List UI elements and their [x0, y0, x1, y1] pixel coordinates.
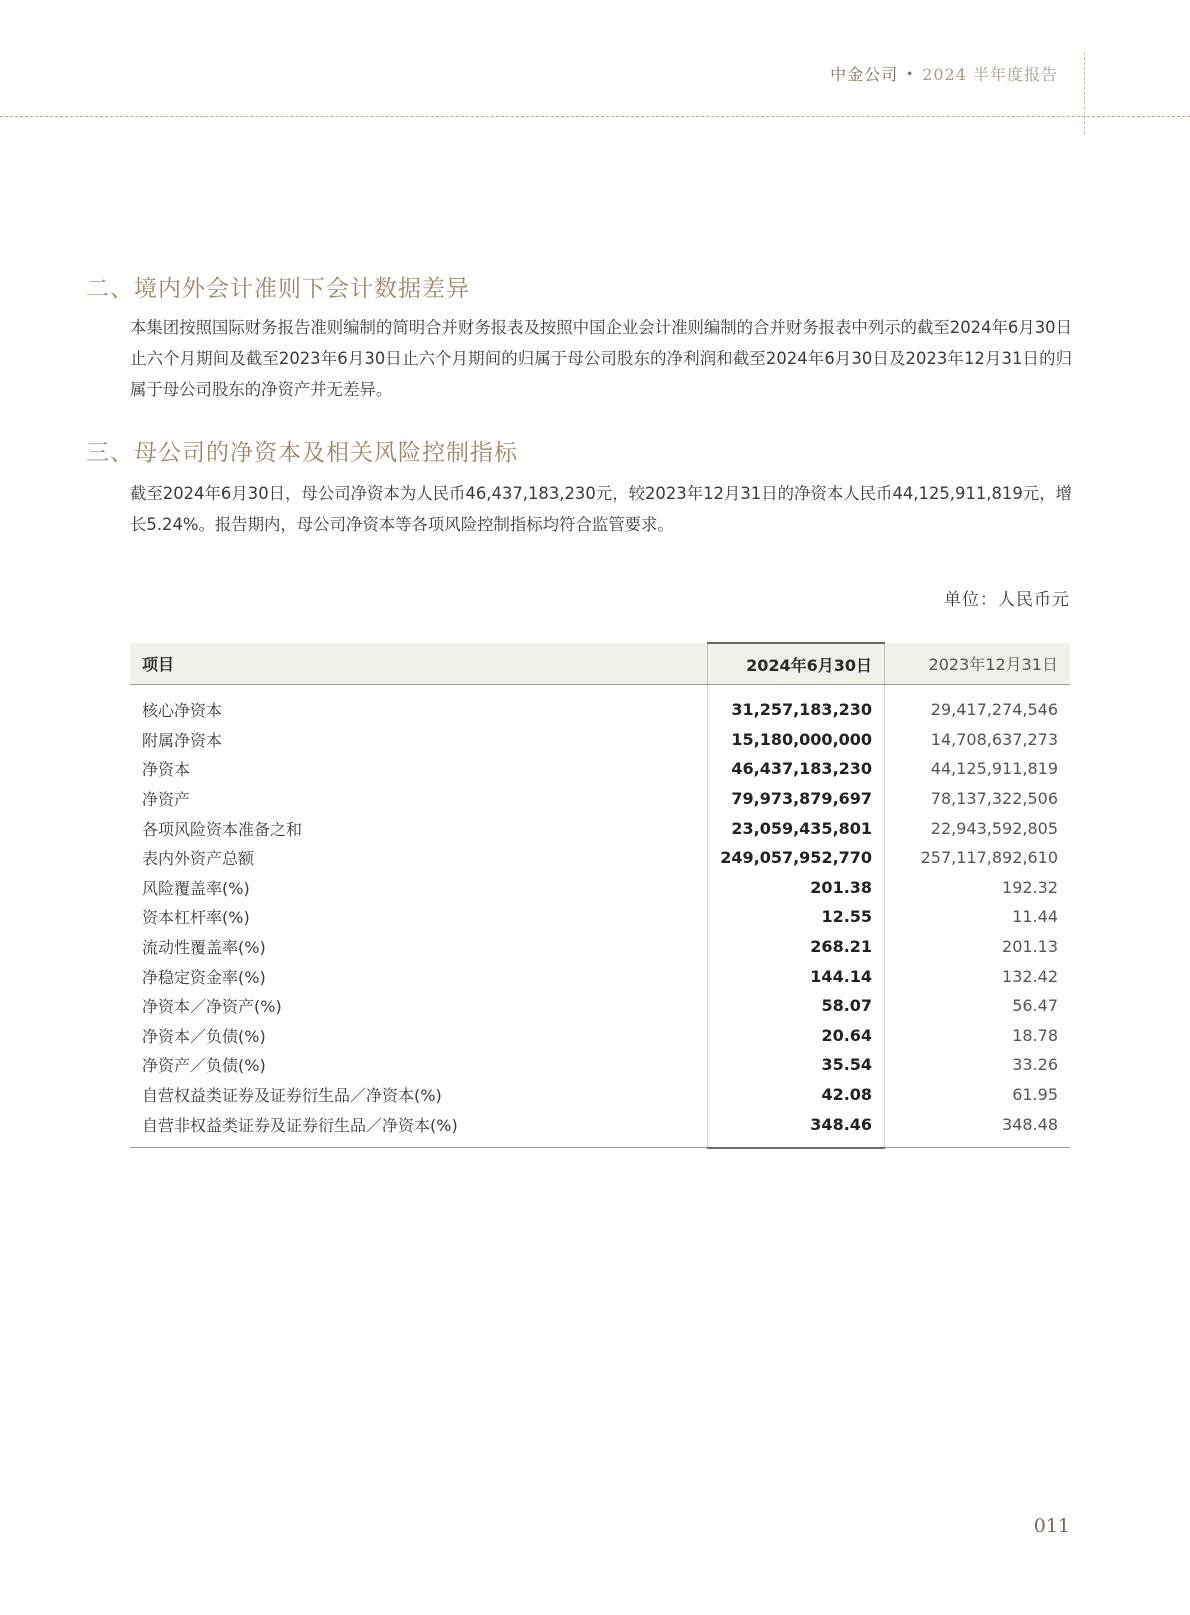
row-label: 净资本／净资产(%)	[142, 997, 282, 1017]
header-current-period: 2024年6月30日	[708, 643, 885, 685]
row-current-value: 20.64	[708, 1021, 885, 1051]
table-row	[130, 754, 1070, 784]
row-current-value: 79,973,879,697	[708, 784, 885, 814]
table-row	[130, 1050, 1070, 1080]
section-3-title: 三、母公司的净资本及相关风险控制指标	[86, 440, 518, 466]
row-previous-value: 14,708,637,273	[930, 729, 1058, 749]
row-previous-value: 257,117,892,610	[920, 848, 1058, 868]
row-previous-value: 56.47	[1012, 996, 1058, 1016]
header-dashed-divider	[0, 116, 1190, 117]
section-2-body: 本集团按照国际财务报告准则编制的简明合并财务报表及按照中国企业会计准则编制的合并财务报表中列示的截至2024年6月30日止六个月期间及截至2023年6月30日止六个月期间的归属于母公司股东的净利润和截至2024年6月30日及2023年12月31日的归属于母公司股东的净资产并无差异。	[130, 318, 1072, 399]
row-previous-value: 201.13	[1002, 937, 1058, 957]
row-current-value: 144.14	[708, 961, 885, 991]
row-label: 净资本	[142, 760, 191, 780]
row-previous-value: 33.26	[1012, 1055, 1058, 1075]
row-current-value: 23,059,435,801	[708, 813, 885, 843]
row-label: 自营权益类证券及证券衍生品／净资本(%)	[142, 1086, 442, 1106]
table-row	[130, 725, 1070, 755]
section-2-title: 二、境内外会计准则下会计数据差异	[86, 276, 470, 302]
row-previous-value: 22,943,592,805	[930, 818, 1058, 838]
row-previous-value: 192.32	[1002, 877, 1058, 897]
row-current-value: 201.38	[708, 873, 885, 903]
row-current-value: 58.07	[708, 991, 885, 1021]
table-row	[130, 902, 1070, 932]
row-previous-value: 18.78	[1012, 1025, 1058, 1045]
row-current-value: 249,057,952,770	[708, 843, 885, 873]
row-previous-value: 78,137,322,506	[930, 789, 1058, 809]
row-current-value: 348.46	[708, 1109, 885, 1148]
table-row	[130, 1080, 1070, 1110]
row-current-value: 35.54	[708, 1050, 885, 1080]
running-header	[830, 62, 1058, 85]
row-label: 风险覆盖率(%)	[142, 878, 250, 898]
row-current-value: 42.08	[708, 1080, 885, 1110]
table-row	[130, 991, 1070, 1021]
table-row	[130, 932, 1070, 962]
table-header-row	[130, 643, 1070, 685]
table-row	[130, 961, 1070, 991]
row-label: 表内外资产总额	[142, 849, 255, 869]
header-separator: •	[906, 67, 915, 81]
row-previous-value: 348.48	[885, 1109, 1070, 1148]
header-report-title: 2024 半年度报告	[922, 65, 1058, 84]
row-label: 净资本／负债(%)	[142, 1026, 266, 1046]
row-previous-value: 11.44	[1012, 907, 1058, 927]
row-label: 各项风险资本准备之和	[142, 819, 303, 839]
row-label: 附属净资本	[142, 730, 223, 750]
table-row	[130, 1109, 1070, 1148]
row-label: 核心净资本	[142, 701, 223, 721]
row-current-value: 12.55	[708, 902, 885, 932]
row-label: 自营非权益类证券及证券衍生品／净资本(%)	[130, 1109, 708, 1148]
page-number: 011	[1033, 1515, 1070, 1537]
row-previous-value: 44,125,911,819	[930, 759, 1058, 779]
row-label: 净资产	[142, 790, 191, 810]
header-company: 中金公司	[830, 65, 899, 84]
table-row	[130, 843, 1070, 873]
table-row	[130, 685, 1070, 725]
row-label: 净稳定资金率(%)	[142, 967, 266, 987]
row-current-value: 268.21	[708, 932, 885, 962]
unit-label: 单位：人民币元	[944, 590, 1070, 610]
table-row	[130, 1021, 1070, 1051]
header-item: 项目	[130, 643, 708, 685]
net-capital-table	[130, 642, 1070, 1149]
table-body	[130, 685, 1070, 1148]
row-current-value: 46,437,183,230	[708, 754, 885, 784]
table-row	[130, 873, 1070, 903]
table-row	[130, 784, 1070, 814]
row-current-value: 15,180,000,000	[708, 725, 885, 755]
section-3-body: 截至2024年6月30日，母公司净资本为人民币46,437,183,230元，较2023年12月31日的净资本人民币44,125,911,819元，增长5.24%。报告期内，母公司净资本等各项风险控制指标均符合监管要求。	[130, 484, 1072, 534]
row-previous-value: 61.95	[1012, 1085, 1058, 1105]
table-row	[130, 813, 1070, 843]
row-previous-value: 132.42	[1002, 966, 1058, 986]
row-label: 流动性覆盖率(%)	[142, 938, 266, 958]
row-label: 资本杠杆率(%)	[142, 908, 250, 928]
header-previous-period: 2023年12月31日	[885, 643, 1070, 685]
header-vertical-divider	[1084, 52, 1085, 134]
row-previous-value: 29,417,274,546	[930, 700, 1058, 720]
row-current-value: 31,257,183,230	[708, 685, 885, 725]
row-label: 净资产／负债(%)	[142, 1056, 266, 1076]
